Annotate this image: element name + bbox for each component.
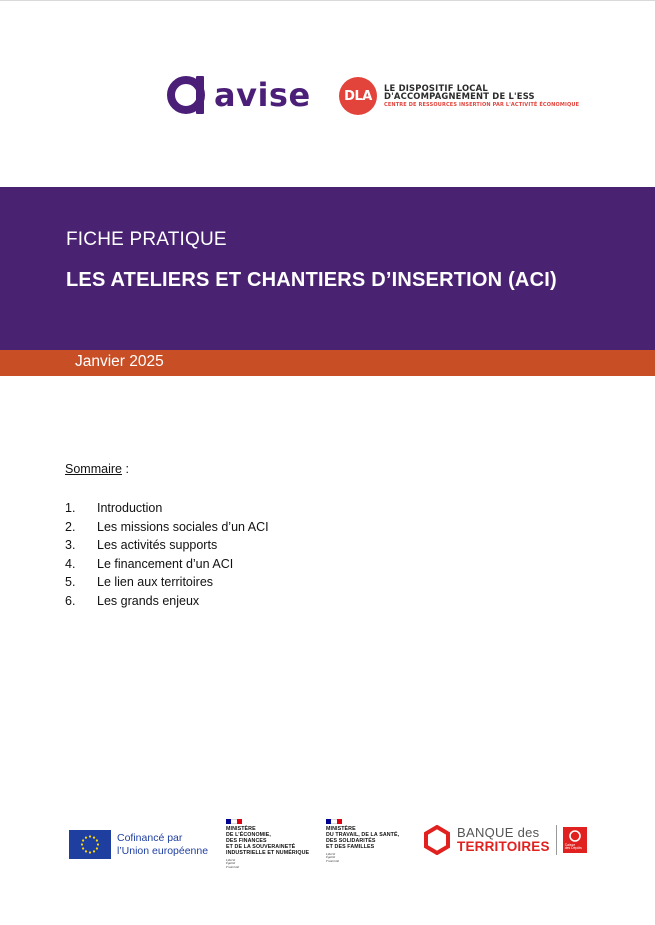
toc-item-financement <box>65 555 269 574</box>
cdc-line-2: des Dépôts <box>564 846 582 851</box>
ministry-line: DU TRAVAIL, DE LA SANTÉ, <box>326 831 400 838</box>
toc-label: Le financement d’un ACI <box>97 556 234 571</box>
top-border <box>0 0 655 1</box>
ministry-motto: Égalité <box>326 855 336 860</box>
dla-line-2: D'ACCOMPAGNEMENT DE L'ESS <box>384 91 535 102</box>
document-title: LES ATELIERS ET CHANTIERS D’INSERTION (ACI) <box>66 269 557 291</box>
dla-line-1: LE DISPOSITIF LOCAL <box>384 82 488 93</box>
ministry-motto: Égalité <box>226 861 236 866</box>
publication-date: Janvier 2025 <box>75 353 164 370</box>
toc-label: Le lien aux territoires <box>97 575 214 590</box>
ministry-line: MINISTÈRE <box>326 826 356 832</box>
eu-cofunding-logo <box>69 830 208 859</box>
date-bar <box>0 350 655 376</box>
avise-wordmark: avise <box>214 76 311 114</box>
avise-logo <box>166 74 311 116</box>
ministry-line: MINISTÈRE <box>226 826 256 832</box>
contents-heading-colon: : <box>121 462 129 476</box>
contents-heading <box>65 462 129 476</box>
ministry-motto: Fraternité <box>326 859 340 864</box>
toc-number: 4. <box>65 556 76 571</box>
dla-line-3: CENTRE DE RESSOURCES INSERTION PAR L'ACTIVITÉ ÉCONOMIQUE <box>384 102 580 109</box>
toc-item-territoires <box>65 573 269 592</box>
document-type: FICHE PRATIQUE <box>66 229 227 250</box>
toc-number: 3. <box>65 538 76 553</box>
hexagon-icon <box>423 825 451 855</box>
ministry-line: ET DES FAMILLES <box>326 843 375 850</box>
cdc-label <box>565 844 582 851</box>
ministry-line: INDUSTRIELLE ET NUMÉRIQUE <box>226 849 310 856</box>
toc-number: 2. <box>65 519 76 534</box>
contents-heading-label: Sommaire <box>65 462 122 476</box>
ministry-line: DES SOLIDARITÉS <box>326 837 376 844</box>
title-banner <box>0 187 655 350</box>
french-flag-icon <box>226 819 242 824</box>
ministry-labour-logo <box>326 819 399 864</box>
toc-label: Les grands enjeux <box>97 593 200 608</box>
toc-label: Introduction <box>97 501 163 515</box>
ministry-line: ET DE LA SOUVERAINETÉ <box>226 843 296 850</box>
eu-flag-icon <box>69 830 111 859</box>
caisse-des-depots-logo <box>563 827 587 853</box>
ministry-motto: Fraternité <box>226 864 240 869</box>
toc-number: 5. <box>65 575 76 590</box>
banque-line-2: TERRITOIRES <box>457 838 550 854</box>
banque-line-1: BANQUE des <box>457 825 540 841</box>
toc-label: Les missions sociales d’un ACI <box>97 519 269 534</box>
cdc-line-1: Caisse <box>564 842 576 847</box>
toc-item-introduction <box>65 499 269 518</box>
table-of-contents <box>65 499 269 611</box>
toc-label: Les activités supports <box>97 538 218 553</box>
eu-text <box>117 832 208 856</box>
ministry-motto: Liberté <box>226 857 236 862</box>
toc-number: 1. <box>65 501 76 515</box>
ministry-line: DE L’ÉCONOMIE, <box>226 831 271 838</box>
ministry-motto: Liberté <box>326 851 336 856</box>
ministry-line: DES FINANCES <box>226 837 267 844</box>
french-flag-icon <box>326 819 342 824</box>
toc-number: 6. <box>65 593 76 608</box>
toc-item-activites <box>65 536 269 555</box>
toc-item-enjeux <box>65 592 269 611</box>
banque-des-territoires-logo <box>423 825 587 855</box>
avise-logo-icon <box>166 74 208 116</box>
toc-item-missions <box>65 518 269 537</box>
eu-line-1: Cofinancé par <box>117 832 183 845</box>
banque-text <box>457 826 550 854</box>
dla-logo <box>339 77 579 115</box>
dla-text <box>384 84 579 109</box>
logo-divider <box>556 825 557 855</box>
ministry-economy-logo <box>226 819 309 870</box>
eu-line-2: l’Union européenne <box>117 844 209 857</box>
dla-badge: DLA <box>339 77 377 115</box>
